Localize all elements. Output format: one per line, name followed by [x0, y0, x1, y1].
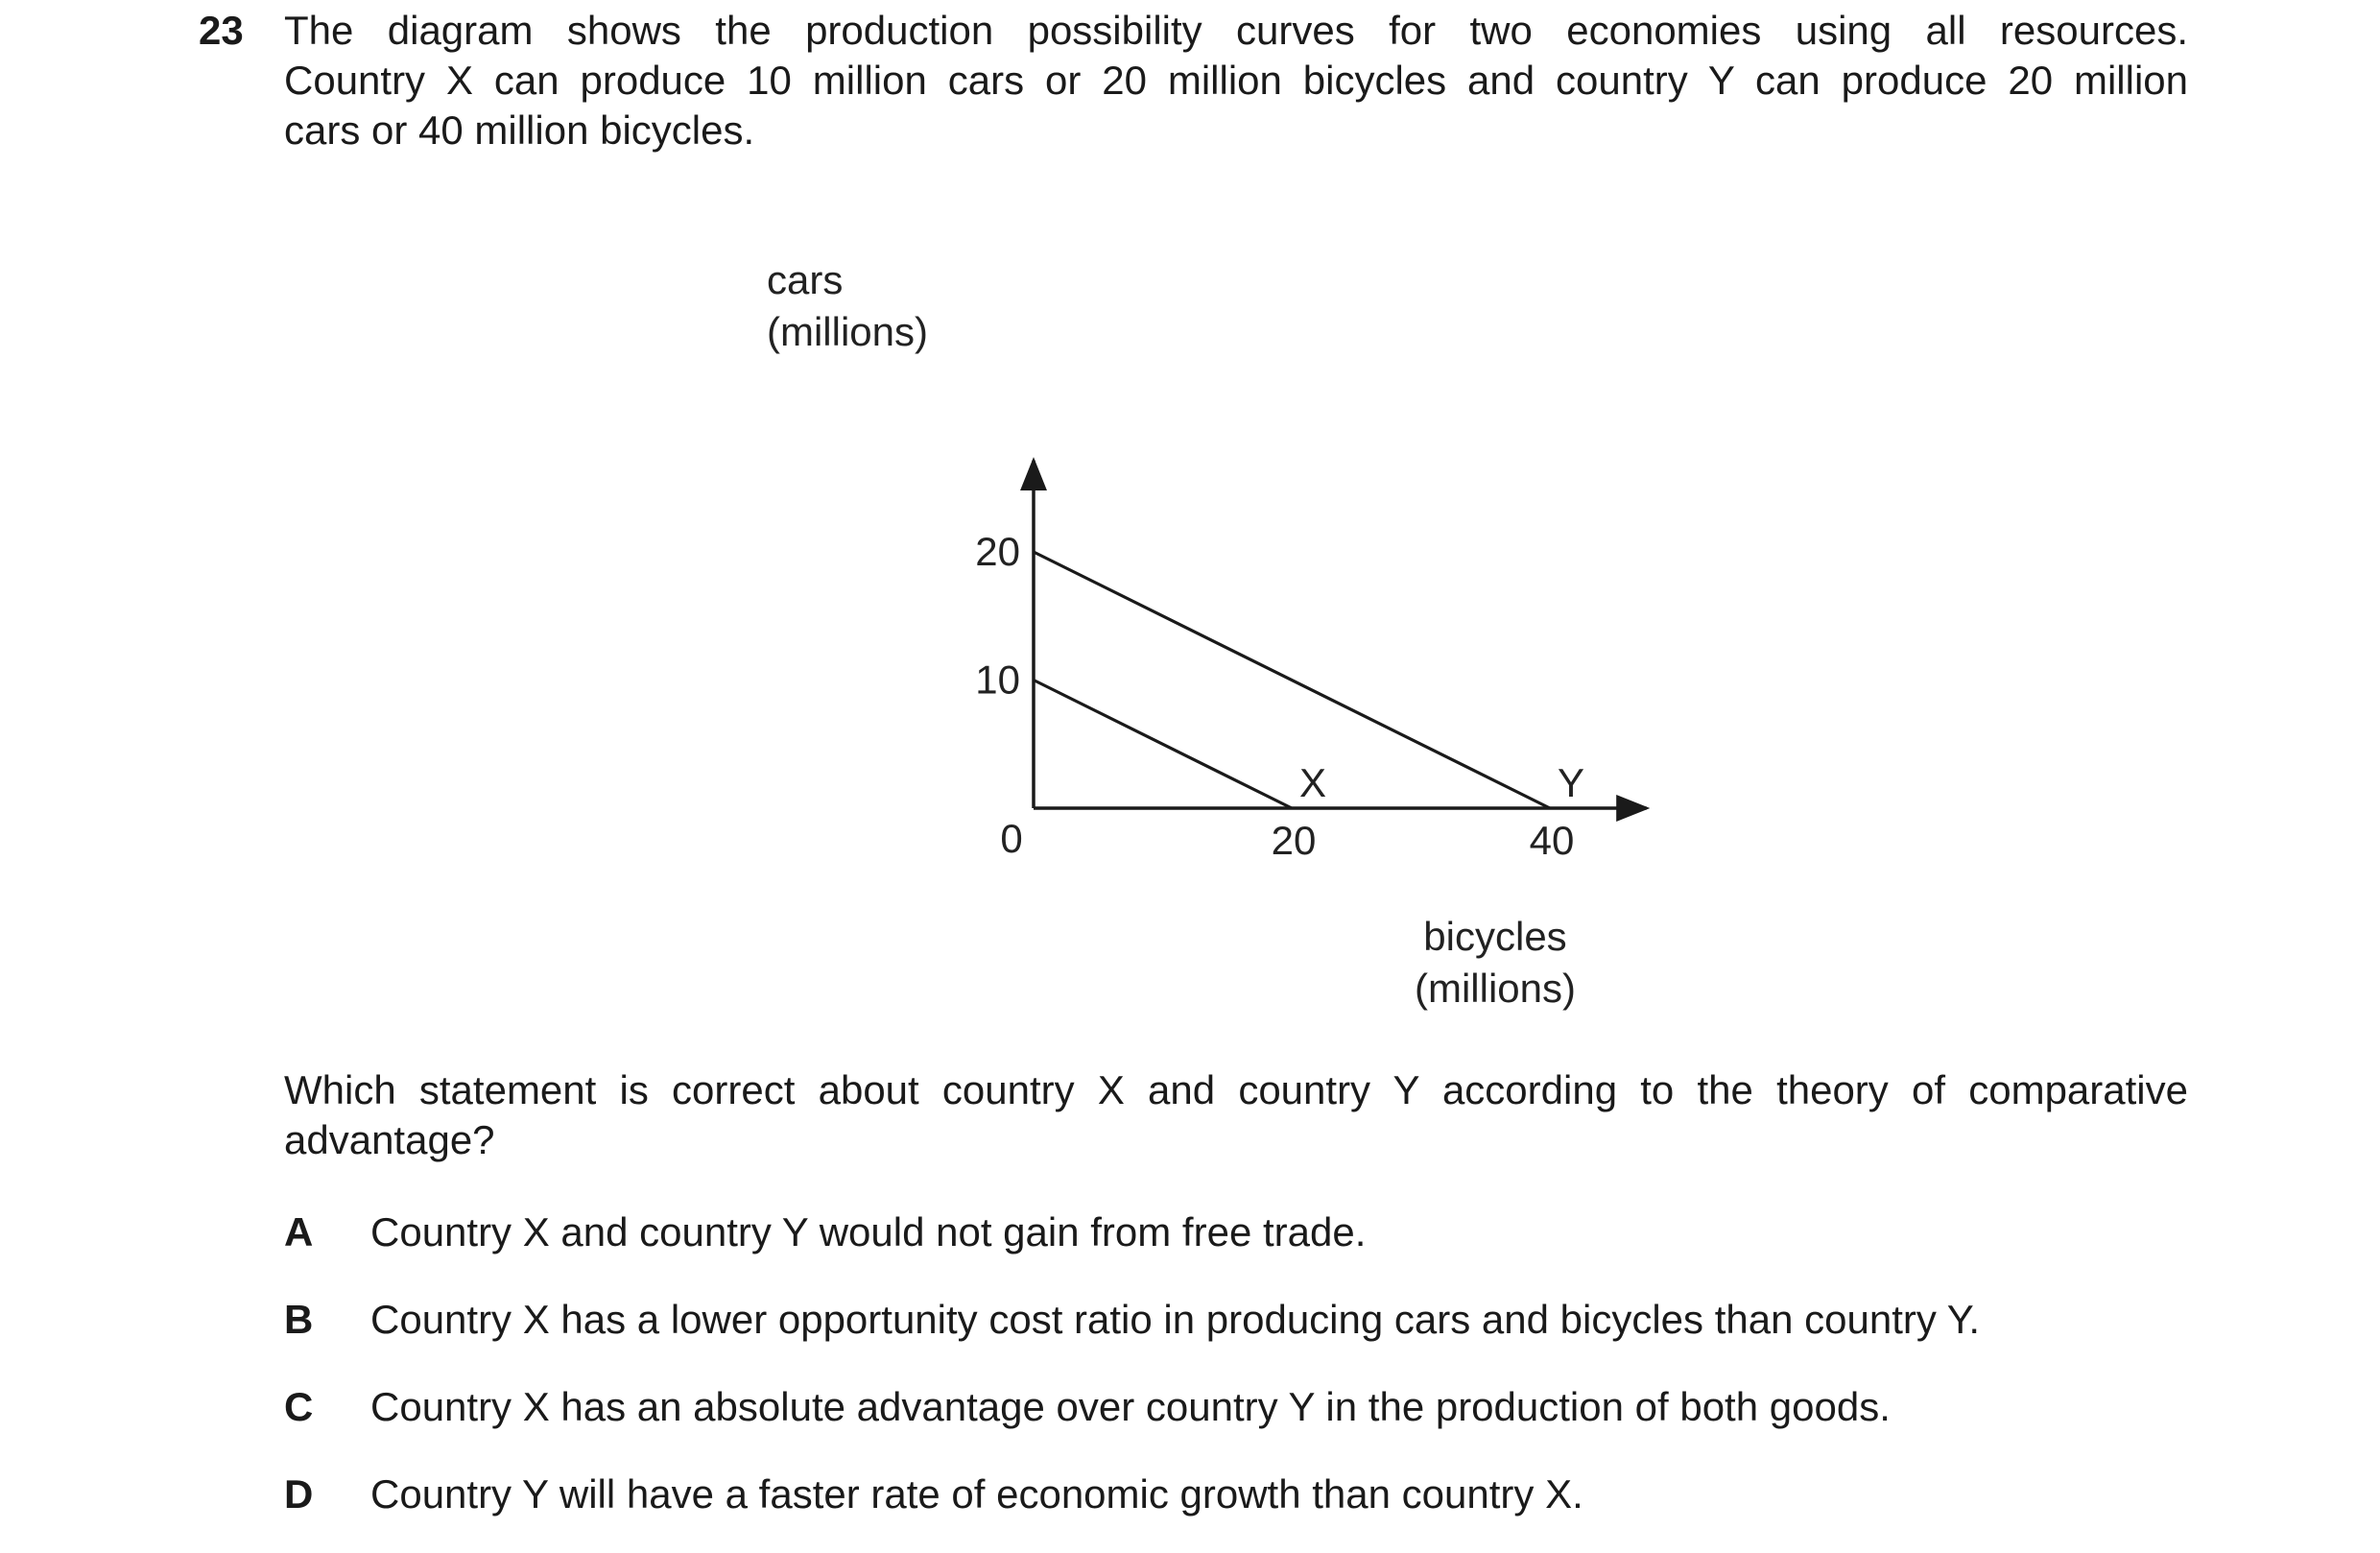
- question-number: 23: [199, 8, 244, 53]
- x-axis-label: bicycles: [1423, 914, 1567, 959]
- curve-label-y: Y: [1557, 760, 1585, 805]
- y-tick-label: 10: [975, 657, 1020, 703]
- stem-line: Country X can produce 10 million cars or 20 million bicycles and country Y can produce 20 million: [284, 58, 2188, 103]
- y-axis-label: (millions): [767, 309, 928, 354]
- x-axis-label: (millions): [1415, 966, 1576, 1011]
- option-letter: C: [284, 1384, 314, 1429]
- option-text: Country X has an absolute advantage over country Y in the production of both goods.: [370, 1384, 1891, 1429]
- option-text: Country X and country Y would not gain from free trade.: [370, 1209, 1367, 1254]
- option-letter: D: [284, 1471, 314, 1517]
- origin-label: 0: [1000, 816, 1023, 861]
- y-axis-label: cars: [767, 257, 844, 302]
- option-text: Country Y will have a faster rate of economic growth than country X.: [370, 1471, 1583, 1517]
- y-tick-label: 20: [975, 529, 1020, 574]
- option-letter: B: [284, 1297, 314, 1342]
- x-tick-label: 20: [1271, 818, 1317, 863]
- x-tick-label: 40: [1529, 818, 1575, 863]
- ppc-line-x: [1034, 681, 1292, 809]
- option-c[interactable]: [284, 1382, 1891, 1432]
- stem-line: cars or 40 million bicycles.: [284, 108, 755, 153]
- question-prompt: [284, 1065, 2188, 1165]
- prompt-line: advantage?: [284, 1117, 495, 1162]
- stem-line: The diagram shows the production possibility curves for two economies using all resources.: [284, 8, 2188, 53]
- prompt-line: Which statement is correct about country X and country Y according to the theory of comparative: [284, 1067, 2188, 1112]
- curve-label-x: X: [1298, 760, 1327, 805]
- ppc-line-y: [1034, 552, 1550, 808]
- option-d[interactable]: [284, 1469, 1583, 1519]
- option-b[interactable]: [284, 1295, 1980, 1345]
- option-text: Country X has a lower opportunity cost ratio in producing cars and bicycles than country Y.: [370, 1297, 1981, 1342]
- option-a[interactable]: [284, 1207, 1366, 1257]
- option-letter: A: [284, 1209, 314, 1254]
